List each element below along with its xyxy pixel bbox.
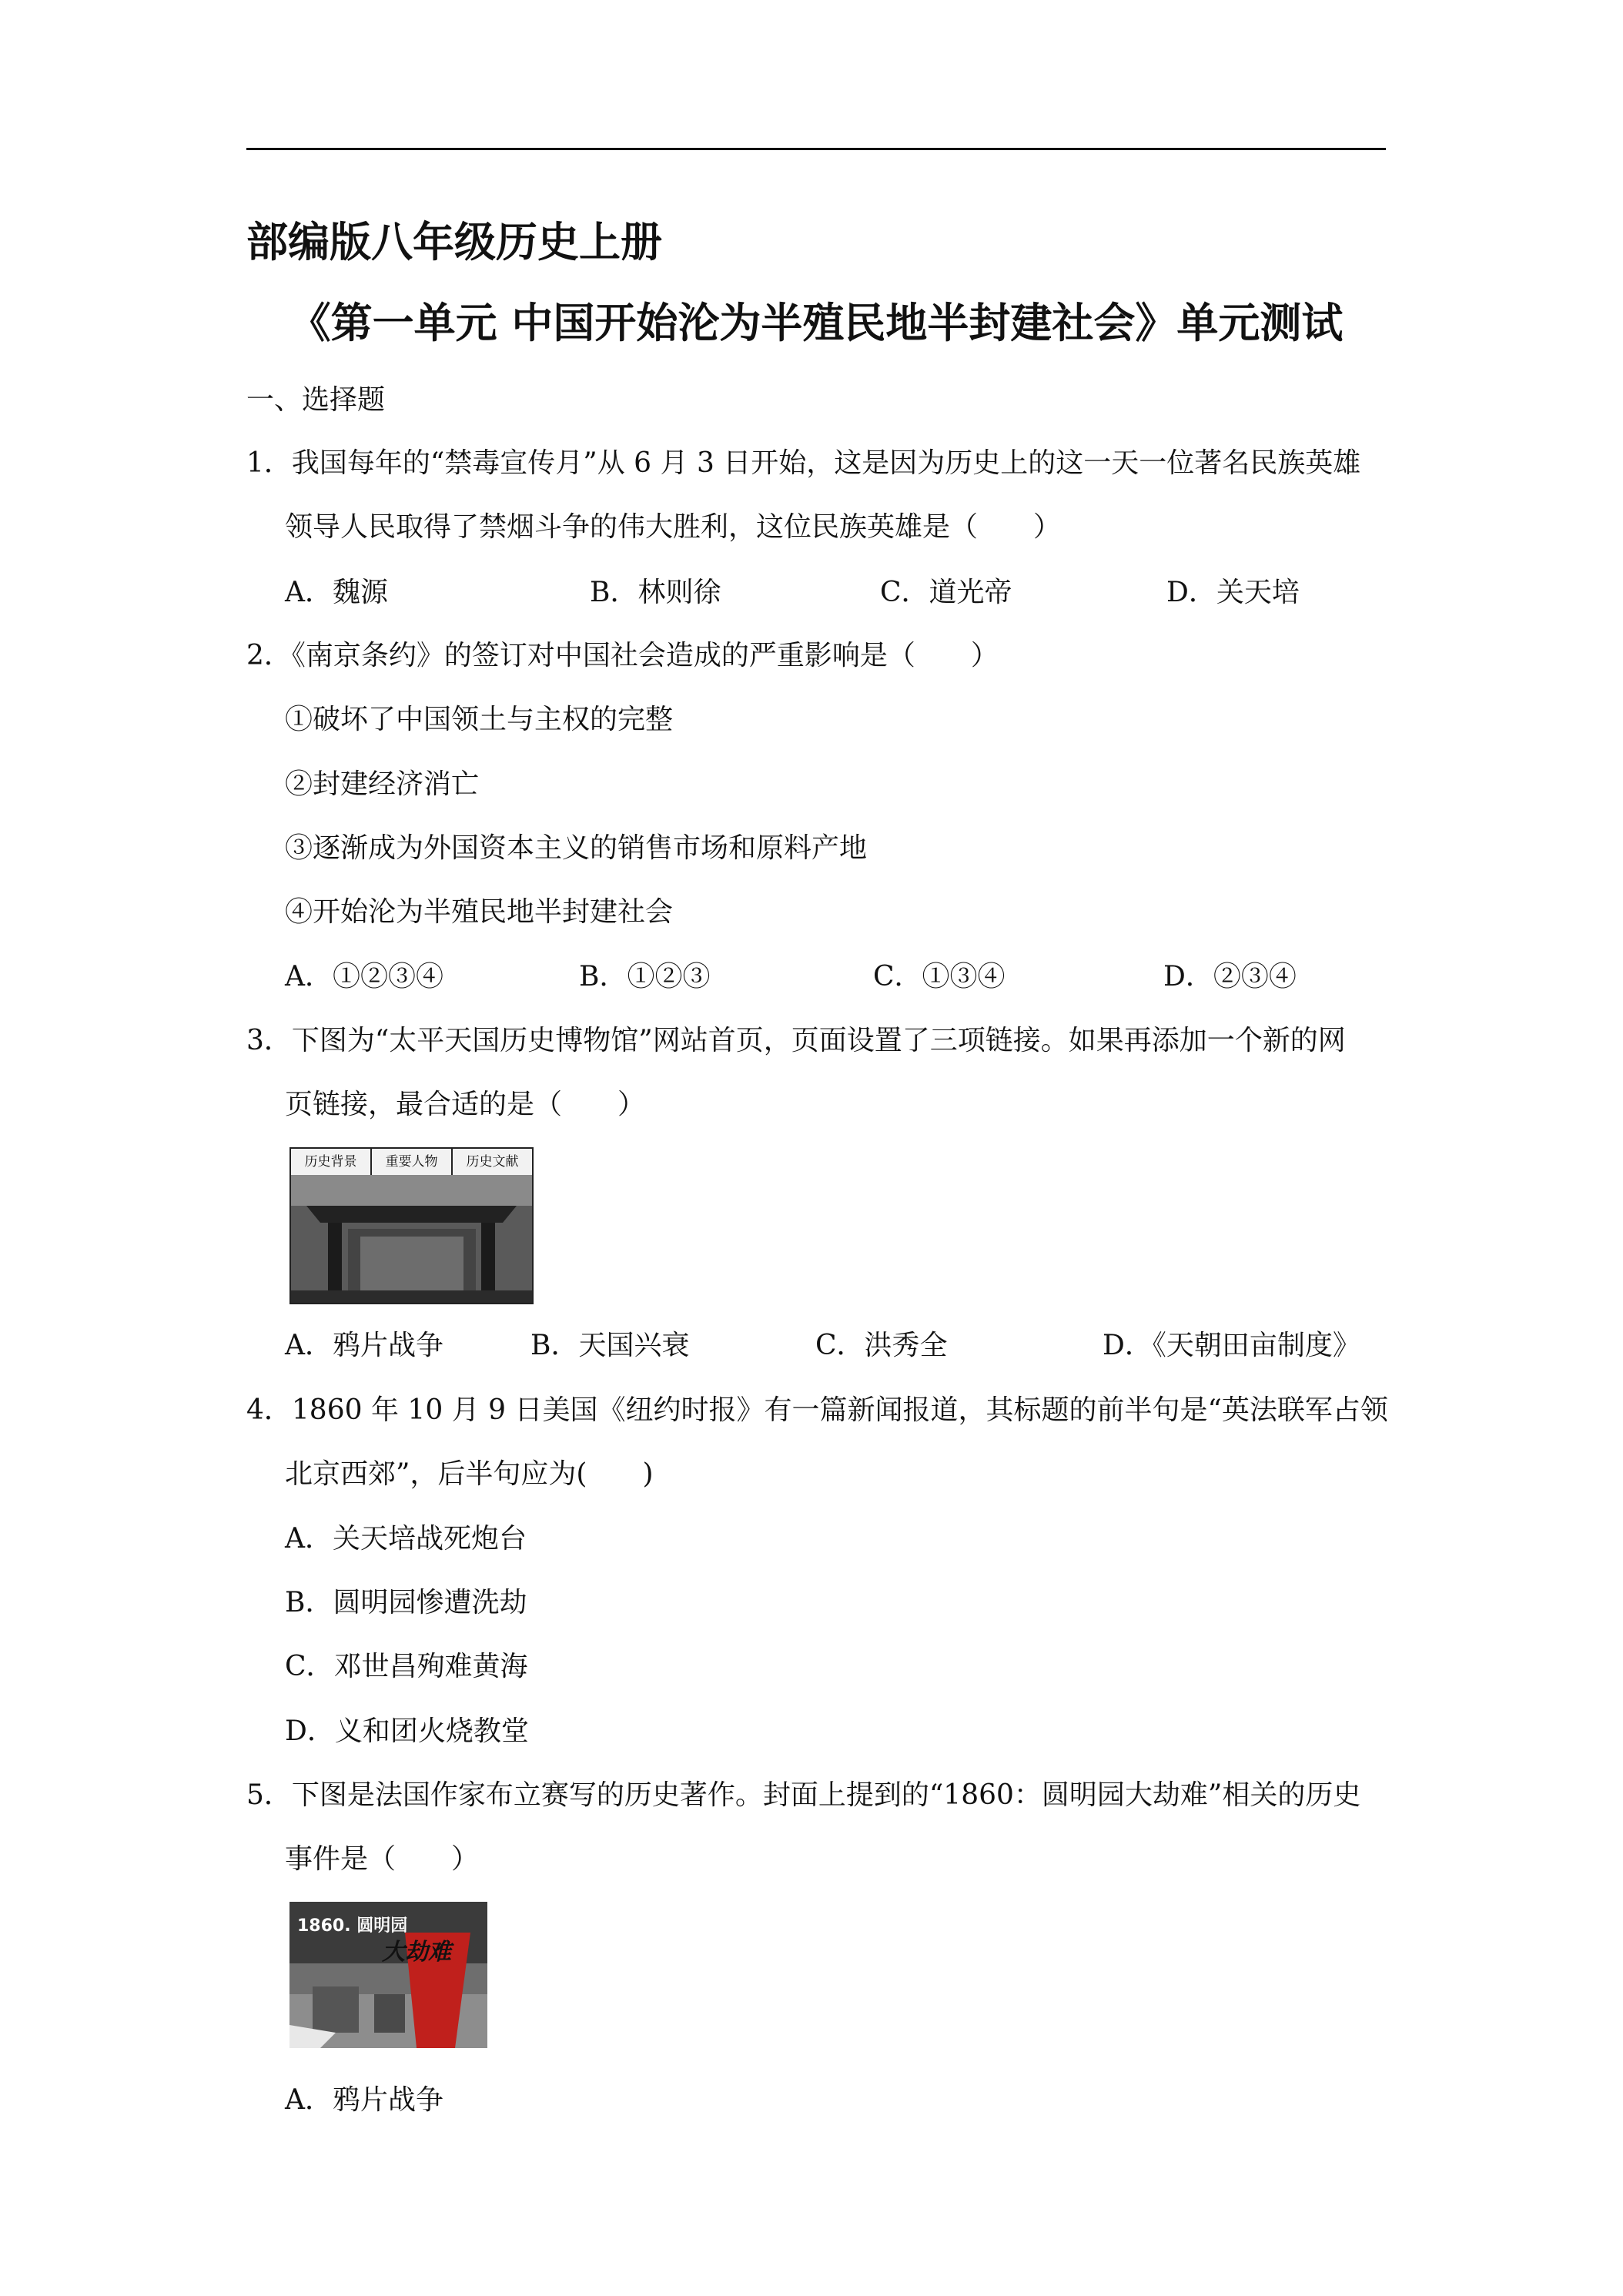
q3-option-c[interactable]: C．洪秀全 xyxy=(815,1330,948,1361)
q3-option-a[interactable]: A．鸦片战争 xyxy=(285,1330,443,1361)
question-1-line-2: 领导人民取得了禁烟斗争的伟大胜利，这位民族英雄是（ ） xyxy=(285,511,1062,543)
cover-title: 1860. 圆明园 xyxy=(297,1916,408,1936)
cover-subtitle: 大劫难 xyxy=(382,1939,451,1966)
question-2-stem: 2．《南京条约》的签订对中国社会造成的严重影响是（ ） xyxy=(246,640,999,671)
question-3-line-1: 3．下图为“太平天国历史博物馆”网站首页，页面设置了三项链接。如果再添加一个新的网 xyxy=(246,1025,1346,1056)
question-5-line-1: 5．下图是法国作家布立赛写的历史著作。封面上提到的“1860：圆明园大劫难”相关的历史 xyxy=(246,1779,1361,1811)
question-3-line-2: 页链接，最合适的是（ ） xyxy=(285,1089,646,1120)
image-tab-documents: 历史文献 xyxy=(466,1154,519,1170)
question-1-line-1: 1．我国每年的“禁毒宣传月”从 6 月 3 日开始，这是因为历史上的这一天一位著名民族英雄 xyxy=(246,447,1361,479)
q4-option-c[interactable]: C．邓世昌殉难黄海 xyxy=(285,1651,528,1682)
q2-option-a[interactable]: A．①②③④ xyxy=(285,961,443,992)
page-subtitle: 《第一单元 中国开始沦为半殖民地半封建社会》单元测试 xyxy=(289,299,1344,347)
book-cover-image xyxy=(289,1902,487,2048)
q4-option-d[interactable]: D．义和团火烧教堂 xyxy=(285,1715,529,1747)
q2-statement-3: ③逐渐成为外国资本主义的销售市场和原料产地 xyxy=(285,832,868,864)
image-tab-background: 历史背景 xyxy=(291,1149,372,1175)
museum-homepage-image xyxy=(289,1147,534,1304)
q4-option-b[interactable]: B．圆明园惨遭洗劫 xyxy=(285,1587,527,1618)
q5-option-a[interactable]: A．鸦片战争 xyxy=(285,2084,443,2116)
q3-option-d[interactable]: D．《天朝田亩制度》 xyxy=(1103,1330,1360,1361)
q1-option-a[interactable]: A．魏源 xyxy=(285,577,388,608)
museum-gate-photo xyxy=(291,1175,532,1303)
q2-option-d[interactable]: D．②③④ xyxy=(1163,961,1297,992)
image-tab-figures: 重要人物 xyxy=(372,1149,453,1175)
q1-option-d[interactable]: D．关天培 xyxy=(1166,577,1300,608)
q2-option-c[interactable]: C．①③④ xyxy=(873,961,1006,992)
q2-statement-1: ①破坏了中国领土与主权的完整 xyxy=(285,704,674,735)
q1-option-b[interactable]: B．林则徐 xyxy=(590,577,721,608)
q4-option-a[interactable]: A．关天培战死炮台 xyxy=(285,1523,527,1555)
q2-statement-4: ④开始沦为半殖民地半封建社会 xyxy=(285,896,674,928)
q1-option-c[interactable]: C．道光帝 xyxy=(880,577,1012,608)
question-4-line-1: 4．1860 年 10 月 9 日美国《纽约时报》有一篇新闻报道，其标题的前半句是“英法联军占领 xyxy=(246,1394,1388,1426)
question-5-line-2: 事件是（ ） xyxy=(285,1843,480,1875)
section-heading: 一、选择题 xyxy=(246,384,386,416)
page-title: 部编版八年级历史上册 xyxy=(246,218,662,266)
q2-statement-2: ②封建经济消亡 xyxy=(285,768,480,800)
header-rule xyxy=(246,148,1386,150)
q2-option-b[interactable]: B．①②③ xyxy=(579,961,711,992)
q3-option-b[interactable]: B．天国兴衰 xyxy=(530,1330,690,1361)
question-4-line-2: 北京西郊”，后半句应为( ) xyxy=(285,1458,654,1490)
